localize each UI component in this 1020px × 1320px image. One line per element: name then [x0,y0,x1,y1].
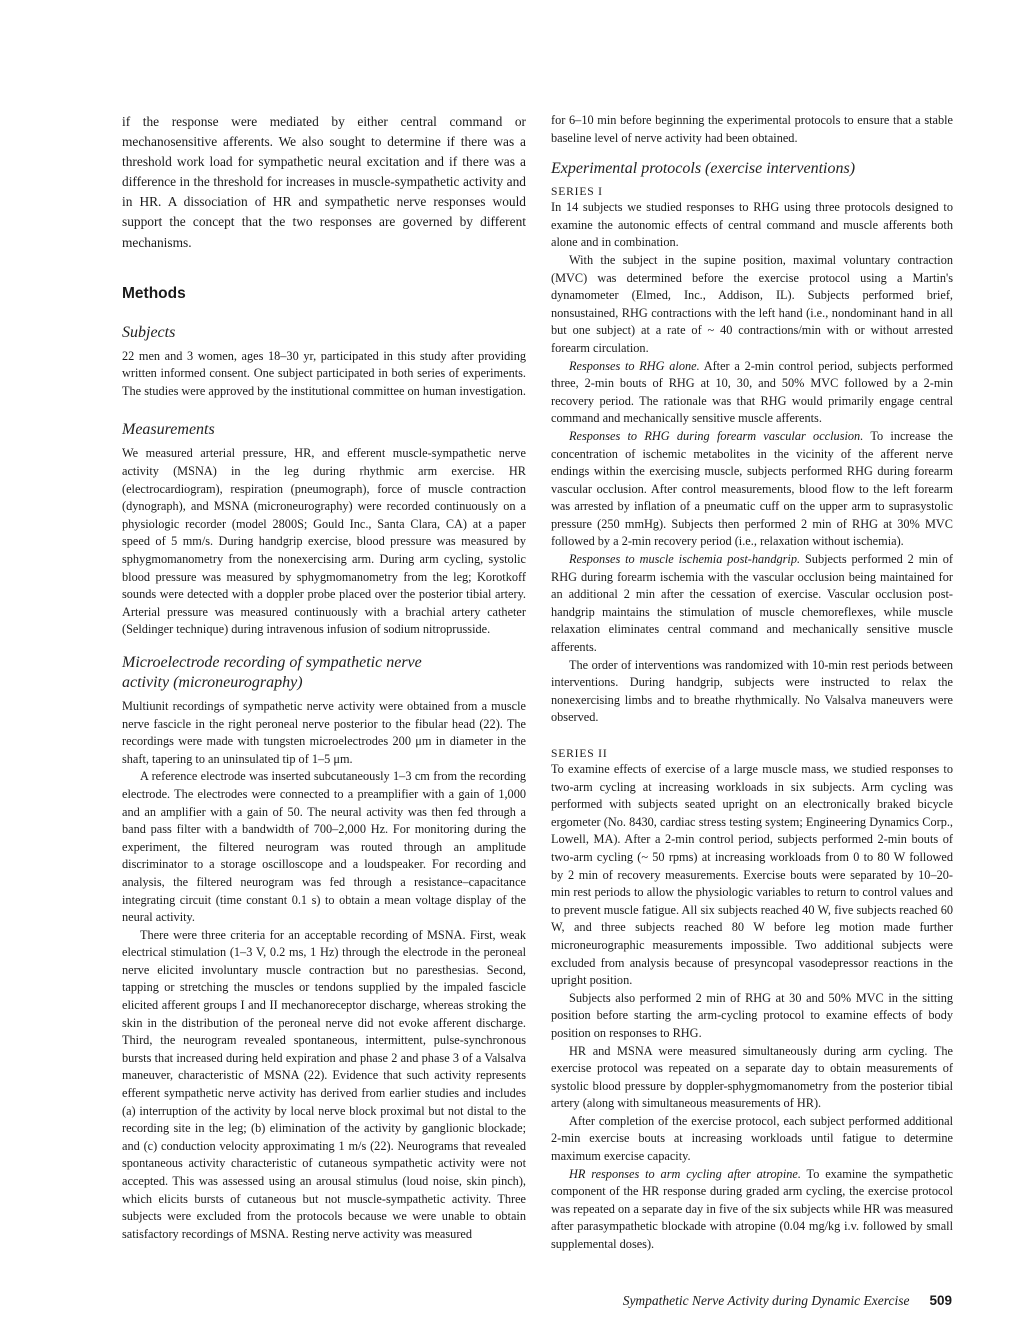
rhg-alone-label: Responses to RHG alone. [569,358,700,373]
continued-paragraph: for 6–10 min before beginning the experimental protocols to ensure that a stable baseline level of nerve activity had been obtained. [551,113,953,145]
rhg-occlusion-label: Responses to RHG during forearm vascular occlusion. [569,428,864,443]
microneurography-paragraph-3: There were three criteria for an acceptable recording of MSNA. First, weak electrical stimulation (1–3 V, 0.2 ms, 1 Hz) through the electrode in the peroneal nerve elicited involuntary muscle contraction but no paresthesias. Second, tapping or stretching the muscles or tendons supplied by the impaled fascicle elicited afferent groups I and II mechanoreceptor discharge, whereas stroking the skin in the distribution of the peroneal nerve did not evoke afferent discharge. Third, the neurogram revealed spontaneous, intermittent, pulse-synchronous bursts that increased during held expiration and phase 2 and phase 3 of a Valsalva maneuver, characteristic of MSNA (22). Evidence that such activity represents efferent sympathetic nerve activity has derived from earlier studies and includes (a) interruption of the activity by local nerve block proximal but not distal to the recording site in the leg; (b) elimination of the activity by ganglionic blockade; and (c) conduction velocity approximating 1 m/s (22). Neurograms that revealed spontaneous activity characteristic of cutaneous sympathetic activity were not accepted. This was assessed using an arousal stimulus (loud noise, skin pinch), which elicits bursts of cutaneous but not muscle-sympathetic activity. Three subjects were excluded from the protocols because we were unable to obtain satisfactory recordings of MSNA. Resting nerve activity was measured [122,927,526,1241]
series-2-paragraph-3: HR and MSNA were measured simultaneously during arm cycling. The exercise protocol was repeated on a separate day to obtain measurements of systolic blood pressure by doppler-sphygmomanometry from the posterior tibial artery (along with simultaneous measurements of HR). [551,1043,953,1111]
atropine-paragraph [551,1166,953,1254]
microneurography-heading-line-2: activity (microneurography) [122,673,303,691]
running-title: Sympathetic Nerve Activity during Dynamic Exercise [622,1293,910,1308]
series-1-paragraph-2: With the subject in the supine position, maximal voluntary contraction (MVC) was determined before the exercise protocol using a Martin's dynamometer (Elmed, Inc., Addison, IL). Subjects performed brief, nonsustained, RHG contractions with the left hand (i.e., nondominant hand in all but one subject) at a rate of ~ 40 contractions/min with or without arrested forearm circulation. [551,252,953,355]
measurements-paragraph: We measured arterial pressure, HR, and efferent muscle-sympathetic nerve activity (MSNA) in the leg during rhythmic arm exercise. HR (electrocardiogram), respiration (pneumograph), force of muscle contraction (dynograph), and MSNA (microneurography) were recorded continuously on a physiologic recorder (model 2800S; Gould Inc., Santa Clara, CA) at a paper speed of 5 mm/s. During handgrip exercise, blood pressure was measured by sphygmomanometry from the nonexercising arm. During arm cycling, systolic blood pressure was measured by sphygmomanometry from the leg; Korotkoff sounds were detected with a doppler probe placed over the posterior tibial artery. Arterial pressure was measured continuously with a brachial artery catheter (Seldinger technique) during intravenous infusion of sodium nitroprusside. [122,446,526,637]
intro-section [122,112,526,253]
series-2-paragraph-1: To examine effects of exercise of a large muscle mass, we studied responses to two-arm cycling at increasing workloads in six subjects. Arm cycling was performed with subjects seated upright on an electronically braked bicycle ergometer (No. 8430, cardiac stress testing system; Engineering Dynamics Corp., Lowell, MA). After a 2-min control period, subjects performed 2-min bouts of two-arm cycling (~ 50 rpms) at increasing workloads from 0 to 80 W followed by 2 min of recovery measurements. Exercise bouts were separated by 10–20-min rest periods to allow the physiologic variables to return to control values and to prevent muscle fatigue. All six subjects reached 40 W, five subjects reached 60 W, and three subjects reached 80 W before leg motion made further microneurographic measurements impossible. Two additional subjects were excluded from analysis because of presyncopal vasodepressor reactions in the upright position. [551,762,953,988]
rhg-occlusion-text: To increase the concentration of ischemic metabolites in the vicinity of the afferent nerve endings within the exercising muscle, subjects performed RHG during forearm vascular occlusion. After control measurements, blood flow to the left forearm was arrested by inflation of a pneumatic cuff on the upper arm to suprasystolic pressure (250 mmHg). Subjects then performed 2 min of RHG at 30% MVC followed by a 2-min recovery period (i.e., relaxation without ischemia). [551,428,953,549]
page-footer [0,1293,952,1309]
atropine-label: HR responses to arm cycling after atropine. [569,1166,801,1181]
series-1-paragraph-1: In 14 subjects we studied responses to RHG using three protocols designed to examine the autonomic effects of central command and muscle afferents both alone and in combination. [551,200,953,250]
series-1-heading: SERIES I [551,185,603,199]
subjects-heading: Subjects [122,323,176,341]
rhg-alone-paragraph [551,358,953,428]
left-column [122,112,526,1243]
order-paragraph: The order of interventions was randomized with 10-min rest periods between interventions. During handgrip, subjects were instructed to relax the nonexercising limbs and to breathe rhythmically. No Valsalva maneuvers were observed. [551,657,953,725]
subjects-paragraph: 22 men and 3 women, ages 18–30 yr, participated in this study after providing written informed consent. One subject participated in both series of experiments. The studies were approved by the institutional committee on human investigation. [122,348,527,398]
intro-paragraph: if the response were mediated by either central command or mechanosensitive afferents. We also sought to determine if there was a threshold work load for sympathetic neural excitation and if there was a difference in the threshold for increases in muscle-sympathetic activity and in HR. A dissociation of HR and sympathetic nerve responses would support the concept that the two responses are governed by different mechanisms. [122,114,526,250]
right-column [551,112,953,1254]
ischemia-paragraph [551,551,953,657]
rhg-occlusion-paragraph [551,428,953,551]
microneurography-heading [122,653,526,693]
microneurography-paragraph-2: A reference electrode was inserted subcutaneously 1–3 cm from the recording electrode. The electrodes were connected to a preamplifier with a gain of 1,000 and an amplifier with a gain of 50. The neural activity was then fed through a band pass filter with a bandwidth of 700–2,000 Hz. For monitoring during the experiment, the filtered neurogram was routed through an amplitude discriminator to a storage oscilloscope and a loudspeaker. For recording and analysis, the filtered neurogram was fed through a resistance–capacitance integrating circuit (time constant 0.1 s) to obtain a mean voltage display of the neural activity. [122,769,526,925]
page-number: 509 [929,1293,952,1308]
measurements-heading: Measurements [122,421,215,439]
rhg-alone-text: After a 2-min control period, subjects performed three, 2-min bouts of RHG at 10, 30, and 50% MVC followed by a 2-min recovery period. The rationale was that RHG would primarily engage central command and mechanically sensitive muscle afferents. [551,358,954,426]
methods-heading: Methods [122,284,186,302]
ischemia-text: Subjects performed 2 min of RHG during forearm ischemia with the vascular occlusion being maintained for an additional 2 min after the cessation of exercise. Vascular occlusion post-handgrip maintains the stimulation of muscle chemoreflexes, while muscle relaxation eliminates central command and mechanically sensitive muscle afferents. [551,552,953,655]
series-2-paragraph-4: After completion of the exercise protocol, each subject performed additional 2-min exercise bouts at increasing workloads until fatigue to determine maximum exercise capacity. [551,1113,953,1164]
series-2-paragraph-2: Subjects also performed 2 min of RHG at 30 and 50% MVC in the sitting position before starting the arm-cycling protocol to examine effects of body position on responses to RHG. [551,990,953,1040]
atropine-text: To examine the sympathetic component of the HR response during graded arm cycling, the exercise protocol was repeated on a separate day in five of the six subjects while HR was measured after parasympathetic blockade with atropine (0.04 mg/kg i.v. followed by small supplemental doses). [551,1166,953,1252]
ischemia-label: Responses to muscle ischemia post-handgrip. [569,552,801,567]
microneurography-heading-line-1: Microelectrode recording of sympathetic nerve [122,653,422,671]
microneurography-paragraph-1: Multiunit recordings of sympathetic nerve activity were obtained from a muscle nerve fascicle in the right peroneal nerve posterior to the fibular head (22). The recordings were made with tungsten microelectrodes 200 μm in diameter in the shaft, tapering to an uninsulated tip of 1–5 μm. [122,698,526,766]
series-2-heading: SERIES II [551,747,608,760]
protocols-heading: Experimental protocols (exercise interventions) [551,160,856,178]
